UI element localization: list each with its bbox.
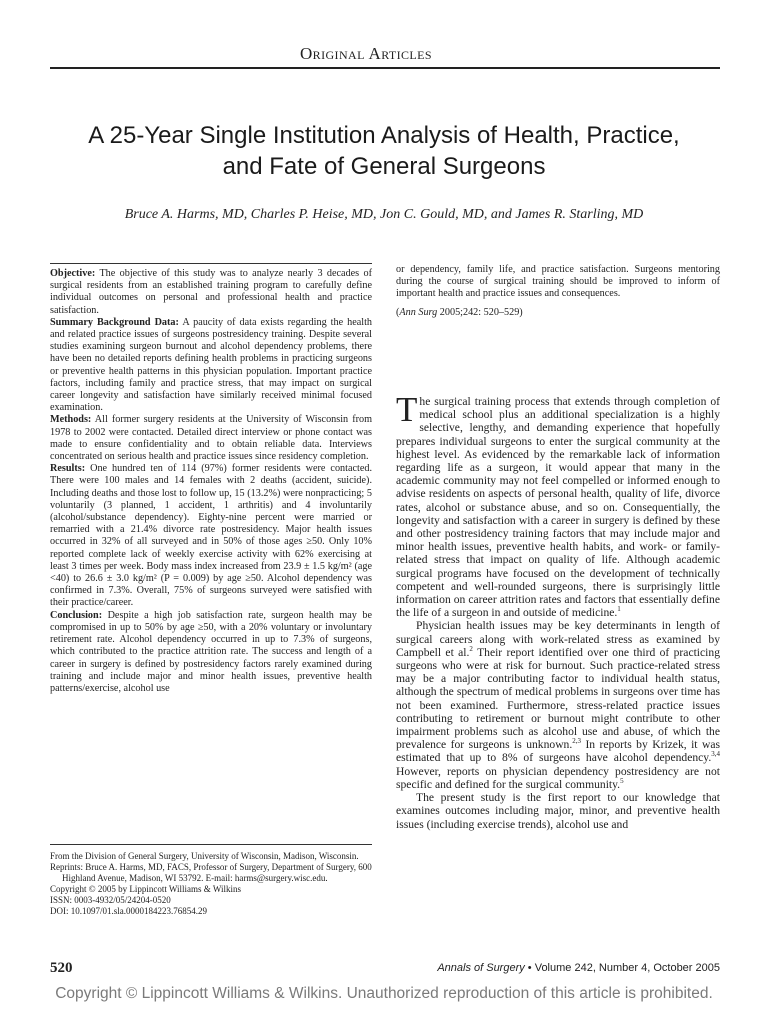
citation-details: 2005;242: 520–529) xyxy=(437,306,523,318)
footnote-reprints: Reprints: Bruce A. Harms, MD, FACS, Professor of Surgery, Department of Surgery, 600 Highland Avenue, Madison, WI 53792. E-mail: harms@surgery.wisc.edu. xyxy=(50,862,372,883)
methods-label: Methods: xyxy=(50,414,92,426)
body-paragraph-1: The surgical training process that extends through completion of medical school plus an additional specialization is a highly selective, lengthy, and demanding experience that hopefully prepares individual surgeons to enter the surgical community at the highest level. As evidenced by the remarkable lack of information regarding life as a surgeon, it would appear that many in the academic community may not feel compelled or informed enough to advise residents on aspects of personal health, quality of life, divorce rates, alcohol or substance abuse, and so on. Consequentially, the longevity and satisfaction with a career in surgery is defined by these and other postresidency training factors that may include major and minor health issues, preventive health habits, and work- or family-related stress that impact on quality of life. Although academic surgical programs have focused on the development of technically competent and well-rounded surgeons, there is surprisingly little information on career attrition rates and factors that essentially define the life of a surgeon in and outside of medicine.$^1$ xyxy=(396,390,720,620)
background-label: Summary Background Data: xyxy=(50,316,179,328)
abstract-citation: (Ann Surg 2005;242: 520–529) xyxy=(396,306,523,318)
objective-label: Objective: xyxy=(50,268,96,279)
body-text xyxy=(396,390,720,831)
reference-marker: 2 xyxy=(469,645,473,653)
abstract-conclusion xyxy=(50,610,372,695)
citation-journal: Ann Surg xyxy=(399,306,438,318)
reference-marker: 5 xyxy=(620,777,624,786)
abstract xyxy=(50,268,372,695)
abstract-continued xyxy=(396,264,720,319)
footnote-doi: DOI: 10.1097/01.sla.0000184223.76854.29 xyxy=(50,906,207,916)
author-list: Bruce A. Harms, MD, Charles P. Heise, MD, Jon C. Gould, MD, and James R. Starling, MD xyxy=(124,207,644,222)
abstract-objective xyxy=(50,268,372,317)
copyright-notice: Copyright © Lippincott Williams & Wilkins. Unauthorized reproduction of this article is prohibited. xyxy=(55,985,713,1002)
abstract-background xyxy=(50,317,372,415)
results-text: One hundred ten of 114 (97%) former residents were contacted. There were 100 males and 14 females with 2 deaths (accident, suicide). Including deaths and those lost to follow up, 15 (13.2%) were nonpracticing; 5 voluntarily (3 planned, 1 accident, 1 arthritis) and 4 involuntarily (alcohol/substance dependency). Eighty-nine percent were married or remarried with a 21.4% divorce rate postresidency. Major health issues occurred in 32% of all surveyed and in 50% of those ages ≥50. Only 10% reported complete lack of weekly exercise activity with 62% exercising at least 3 times per week. Body mass index increased from 23.9 ± 1.5 kg/m² (age <40) to 26.6 ± 3.0 kg/m² (P = 0.009) by age ≥50. Alcohol dependency was confirmed in 7.3%. Overall, 75% of surgeons surveyed were satisfied with their practice/career. xyxy=(50,463,372,609)
title-line-1: A 25-Year Single Institution Analysis of Health, Practice, xyxy=(88,122,680,149)
body-paragraph-3: The present study is the first report to our knowledge that examines outcomes including major, minor, and preventive health issues (including exercise trends), alcohol use and xyxy=(396,791,720,831)
body-paragraph-2: Physician health issues may be key determinants in length of surgical careers along with work-related stress as examined by Campbell et al.$^2$ Their report identified over one third of practicing surgeons who were at risk for burnout. Such practice-related stress may be a major contributing factor to individual health status, although the spectrum of medical problems in surgeons over time has not been examined. Furthermore, stress-related practice issues contributing to retirement or burnout might contribute to other impairment problems such as alcohol use and abuse, of which the prevalence for surgeons is unknown.$^{2,3}$ In reports by Krizek, it was estimated that up to 8% of surgeons have alcohol dependency.$^{3,4}$ However, reports on physician dependency postresidency are not specific and defined for the surgical community.$^5$ xyxy=(396,619,720,791)
section-heading: Original Articles xyxy=(300,44,432,63)
reference-marker: 3,4 xyxy=(711,750,720,759)
abstract-rule xyxy=(50,263,372,264)
journal-issue: • Volume 242, Number 4, October 2005 xyxy=(524,962,720,974)
footnote-affiliation: From the Division of General Surgery, University of Wisconsin, Madison, Wisconsin. xyxy=(50,851,359,861)
conclusion-label: Conclusion: xyxy=(50,609,103,621)
title-line-2: and Fate of General Surgeons xyxy=(222,153,546,180)
article-title xyxy=(40,120,728,182)
abstract-methods xyxy=(50,414,372,463)
background-text: A paucity of data exists regarding the health and related practice issues of surgeons postresidency training. Despite several studies examining surgeon burnout and alcohol dependency problems, there have been no detailed reports defining health problems in practicing surgeons or preventive health patterns in this physician population. Important practice factors, including family and practice stress, that may impact on surgical career longevity and satisfaction have similarly received minimal focused examination. xyxy=(50,316,372,414)
header-rule xyxy=(50,67,720,69)
drop-cap: T xyxy=(396,390,418,429)
journal-footer xyxy=(437,962,720,974)
footnote xyxy=(50,851,372,917)
journal-name: Annals of Surgery xyxy=(437,962,525,974)
abstract-results xyxy=(50,463,372,609)
methods-text: All former surgery residents at the University of Wisconsin from 1978 to 2002 were contacted. Detailed direct interview or phone contact was made to ensure confidentiality and to obtain reliable data. Interviews concentrated on serious health and practice issues since residency completion. xyxy=(50,414,372,463)
abstract-continued-text: or dependency, family life, and practice satisfaction. Surgeons mentoring during the course of surgical training should be improved to inform of important health and practice issues and consequences. xyxy=(396,264,720,300)
reference-marker: 2,3 xyxy=(572,737,582,746)
results-label: Results: xyxy=(50,463,86,475)
objective-text: The objective of this study was to analyze nearly 3 decades of surgical residents from an established training program to carefully define individual outcomes on personal and professional health and practice satisfaction. xyxy=(50,268,372,316)
reference-marker: 1 xyxy=(617,605,621,614)
conclusion-text: Despite a high job satisfaction rate, surgeon health may be compromised in up to 50% by age ≥50, with a 20% voluntary or involuntary retirement rate. Alcohol dependency occurred in up to 7.3% of surgeons, which contributed to the practice attrition rate. The success and length of a career in surgery is defined by postresidency factors rarely examined during training and include major and minor health issues, preventive health patterns/exercise, alcohol use xyxy=(50,609,372,694)
footnote-issn: ISSN: 0003-4932/05/24204-0520 xyxy=(50,895,171,905)
footnote-rule xyxy=(50,844,372,845)
page-number: 520 xyxy=(50,960,73,976)
footnote-copyright: Copyright © 2005 by Lippincott Williams & Wilkins xyxy=(50,884,242,894)
